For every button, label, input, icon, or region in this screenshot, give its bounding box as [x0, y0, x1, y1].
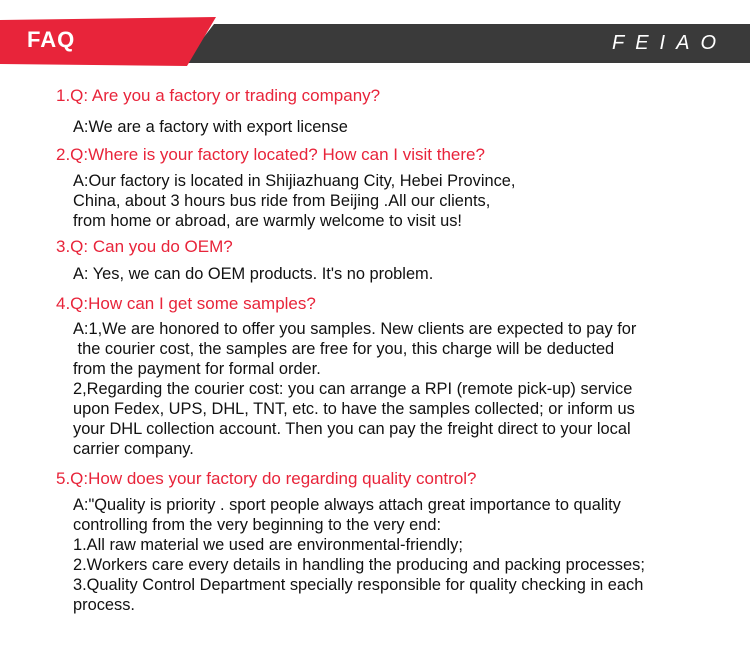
answer-line: the courier cost, the samples are free for you, this charge will be deducted	[73, 340, 615, 358]
answer-line: A:1,We are honored to offer you samples. New clients are expected to pay for	[73, 320, 637, 338]
faq-header-banner	[0, 0, 750, 90]
answer-line: China, about 3 hours bus ride from Beijing .All our clients,	[73, 192, 491, 210]
faq-question-5: 5.Q:How does your factory do regarding quality control?	[56, 469, 477, 488]
faq-question-1: 1.Q: Are you a factory or trading company?	[56, 86, 381, 105]
faq-answer-4	[73, 319, 733, 459]
answer-line: A:"Quality is priority . sport people always attach great importance to quality	[73, 496, 621, 514]
faq-question-3: 3.Q: Can you do OEM?	[56, 237, 233, 256]
faq-answer-5	[73, 495, 733, 615]
answer-line: process.	[73, 596, 135, 614]
answer-line: upon Fedex, UPS, DHL, TNT, etc. to have the samples collected; or inform us	[73, 400, 635, 418]
answer-line: carrier company.	[73, 440, 194, 458]
brand-name: FEIAO	[612, 32, 728, 54]
answer-line: 3.Quality Control Department specially responsible for quality checking in each	[73, 576, 644, 594]
page-title: FAQ	[27, 27, 76, 52]
answer-line: A: Yes, we can do OEM products. It's no problem.	[73, 265, 434, 283]
answer-line: controlling from the very beginning to the very end:	[73, 516, 442, 534]
faq-question-2: 2.Q:Where is your factory located? How can I visit there?	[56, 145, 485, 164]
answer-line: A:We are a factory with export license	[73, 118, 348, 136]
answer-line: your DHL collection account. Then you can pay the freight direct to your local	[73, 420, 631, 438]
answer-line: 2,Regarding the courier cost: you can arrange a RPI (remote pick-up) service	[73, 380, 633, 398]
answer-line: 1.All raw material we used are environmental-friendly;	[73, 536, 463, 554]
answer-line: from home or abroad, are warmly welcome to visit us!	[73, 212, 462, 230]
faq-question-4: 4.Q:How can I get some samples?	[56, 294, 316, 313]
faq-answer-3	[73, 264, 733, 284]
faq-answer-2	[73, 171, 733, 231]
answer-line: A:Our factory is located in Shijiazhuang City, Hebei Province,	[73, 172, 516, 190]
answer-line: 2.Workers care every details in handling the producing and packing processes;	[73, 556, 645, 574]
answer-line: from the payment for formal order.	[73, 360, 321, 378]
faq-answer-1	[73, 117, 733, 137]
